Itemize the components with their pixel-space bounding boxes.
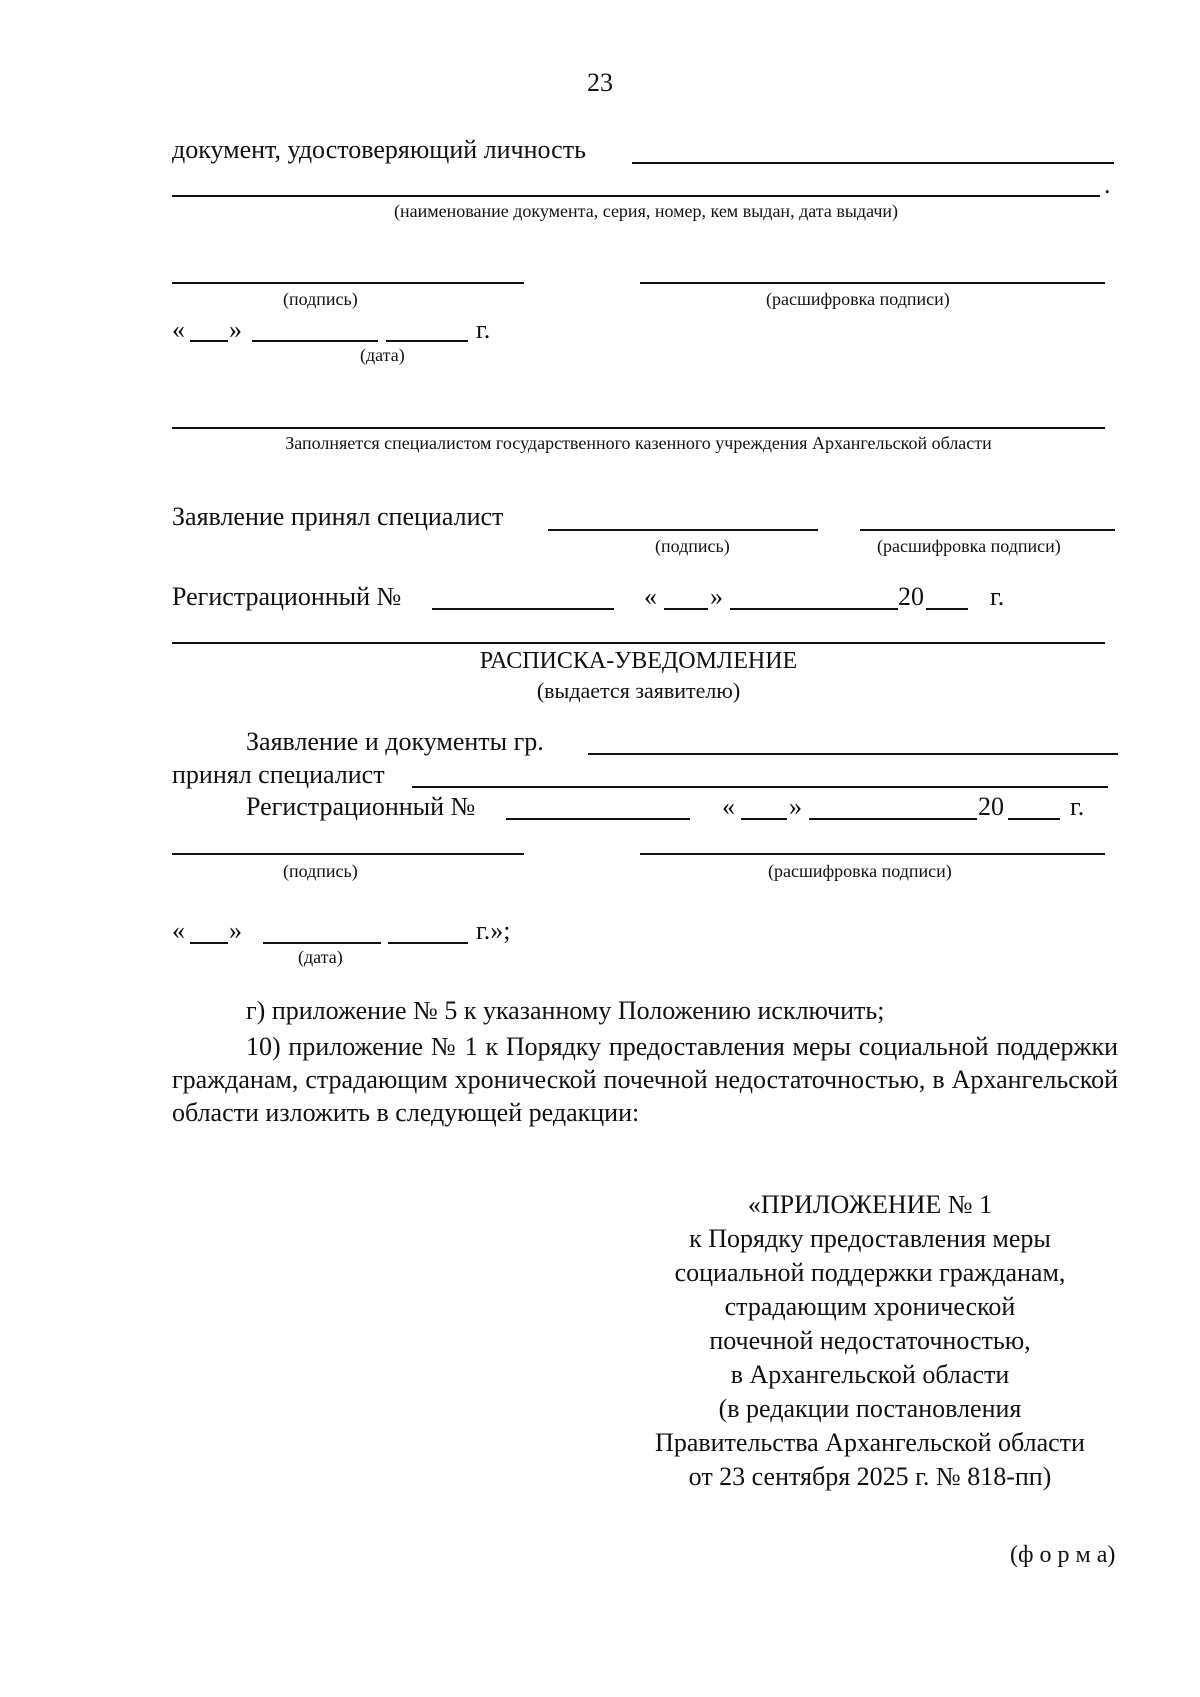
receipt-year-blank[interactable] [1008, 818, 1060, 820]
appendix-line: (в редакции постановления [718, 1394, 1022, 1423]
date-day-blank[interactable] [190, 340, 228, 342]
registration-quote-open: « [644, 582, 657, 611]
receipt-quote-close: » [789, 792, 802, 821]
receipt-signature-caption: (подпись) [283, 861, 358, 881]
registration-year-blank[interactable] [926, 608, 968, 610]
receipt-citizen-blank[interactable] [588, 753, 1118, 755]
receipt-date-year-blank[interactable] [388, 942, 468, 944]
receipt-signature-blank[interactable] [172, 853, 524, 855]
accepted-label: Заявление принял специалист [172, 502, 504, 531]
id-document-blank-2[interactable] [172, 195, 1100, 197]
receipt-year-suffix: г. [1070, 792, 1085, 821]
receipt-date-quote-open: « [172, 916, 185, 945]
appendix-line: Правительства Архангельской области [655, 1428, 1085, 1457]
date-caption: (дата) [360, 345, 405, 365]
receipt-month-blank[interactable] [809, 818, 977, 820]
receipt-quote-open: « [722, 792, 735, 821]
receipt-specialist-label: принял специалист [172, 760, 385, 789]
registration-century: 20 [898, 582, 924, 611]
date-year-blank[interactable] [386, 340, 468, 342]
specialist-note: Заполняется специалистом государственного казенного учреждения Архангельской области [285, 433, 992, 453]
signature-decode-caption: (расшифровка подписи) [766, 289, 950, 309]
signature-decode-blank[interactable] [640, 282, 1105, 284]
appendix-line: «ПРИЛОЖЕНИЕ № 1 [747, 1190, 993, 1219]
appendix-line: от 23 сентября 2025 г. № 818-пп) [688, 1462, 1052, 1491]
date-month-blank[interactable] [252, 340, 378, 342]
registration-number-blank[interactable] [432, 608, 614, 610]
appendix-line: страдающим хронической [724, 1292, 1016, 1321]
registration-month-blank[interactable] [730, 608, 898, 610]
id-document-period: . [1104, 170, 1111, 199]
appendix-line: в Архангельской области [730, 1360, 1010, 1389]
receipt-decode-blank[interactable] [640, 853, 1105, 855]
id-document-blank[interactable] [632, 162, 1114, 164]
receipt-separator [172, 642, 1105, 644]
receipt-date-caption: (дата) [298, 947, 343, 967]
appendix-header [620, 1188, 1120, 1494]
receipt-date-year-suffix: г.»; [476, 916, 511, 945]
receipt-date-quote-close: » [229, 916, 242, 945]
accepted-decode-caption: (расшифровка подписи) [877, 536, 1061, 556]
receipt-reg-number-blank[interactable] [506, 818, 690, 820]
date-quote-open: « [172, 315, 185, 344]
accepted-decode-blank[interactable] [860, 529, 1115, 531]
signature-caption: (подпись) [283, 289, 358, 309]
registration-label: Регистрационный № [172, 582, 402, 611]
paragraph-10: 10) приложение № 1 к Порядку предоставления меры социальной поддержки гражданам, страдающим хронической почечной недостаточностью, в Архангельской области изложить в следующей редакции: [172, 1032, 1118, 1127]
accepted-signature-caption: (подпись) [655, 536, 730, 556]
date-quote-close: » [229, 315, 242, 344]
appendix-line: социальной поддержки гражданам, [674, 1258, 1066, 1287]
accepted-signature-blank[interactable] [548, 529, 818, 531]
specialist-separator [172, 427, 1105, 429]
signature-blank[interactable] [172, 282, 524, 284]
id-document-caption: (наименование документа, серия, номер, кем выдан, дата выдачи) [393, 201, 899, 221]
id-document-label: документ, удостоверяющий личность [172, 135, 586, 164]
receipt-docs-label: Заявление и документы гр. [246, 727, 544, 756]
registration-day-blank[interactable] [664, 608, 708, 610]
receipt-century: 20 [978, 792, 1004, 821]
registration-quote-close: » [710, 582, 723, 611]
receipt-date-day-blank[interactable] [190, 942, 228, 944]
paragraph-g: г) приложение № 5 к указанному Положению исключить; [246, 996, 885, 1025]
receipt-reg-label: Регистрационный № [246, 792, 476, 821]
appendix-line: к Порядку предоставления меры [689, 1224, 1051, 1253]
receipt-specialist-blank[interactable] [412, 786, 1108, 788]
receipt-day-blank[interactable] [741, 818, 787, 820]
receipt-date-month-blank[interactable] [263, 942, 381, 944]
form-label: (ф о р м а) [1010, 1542, 1116, 1568]
date-year-suffix: г. [476, 315, 491, 344]
receipt-decode-caption: (расшифровка подписи) [768, 861, 952, 881]
appendix-line: почечной недостаточностью, [709, 1326, 1031, 1355]
page-number: 23 [587, 68, 613, 97]
receipt-title: РАСПИСКА-УВЕДОМЛЕНИЕ [479, 648, 798, 674]
registration-year-suffix: г. [990, 582, 1005, 611]
receipt-subtitle: (выдается заявителю) [536, 678, 741, 703]
